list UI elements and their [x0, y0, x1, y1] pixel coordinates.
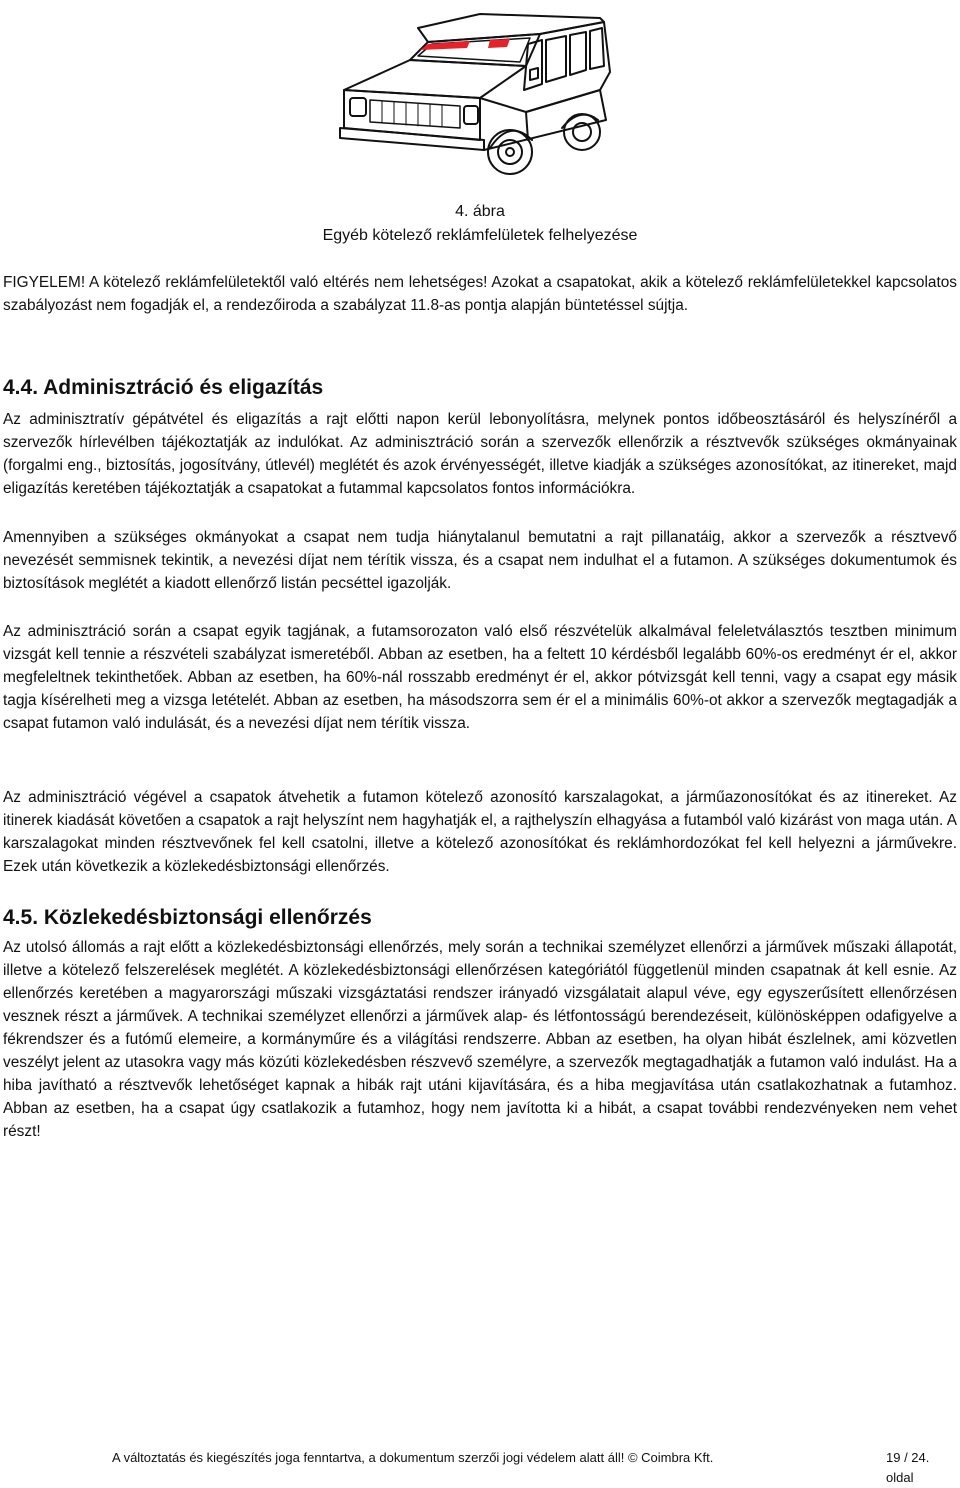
paragraph-4-4-4: Az adminisztráció végével a csapatok átvehetik a futamon kötelező azonosító karszalagokat, a járműazonosítókat és az itinereket. Az itinerek kiadását követően a csapatok a rajt helyszínt nem hagyhatják el, a rajthelyszín elhagyása a futamból való kizárást von maga után. A karszalagokat minden résztvevőnek fel kell csatolni, illetve a kötelező azonosítókat és reklámhordozókat fel kell helyezni a járművekre. Ezek után következik a közlekedésbiztonsági ellenőrzés.: [3, 789, 957, 875]
suv-car-illustration: [300, 0, 620, 185]
warning-paragraph: FIGYELEM! A kötelező reklámfelületektől való eltérés nem lehetséges! Azokat a csapatokat, akik a kötelező reklámfelületekkel kapcsolatos szabályozást nem fogadják el, a rendezőiroda a szabályzat 11.8-as pontja alapján büntetéssel sújtja.: [3, 274, 957, 314]
figure-number: 4. ábra: [455, 203, 505, 220]
paragraph-4-4-2: Amennyiben a szükséges okmányokat a csapat nem tudja hiánytalanul bemutatni a rajt pillanatáig, akkor a szervezők a résztvevő nevezését semmisnek tekintik, a nevezési díjat nem térítik vissza, és a csapat nem indulhat el a futamon. A szükséges dokumentumok és biztosítások meglétét a kiadott ellenőrző listán pecséttel igazolják.: [3, 529, 957, 592]
footer-copyright: A változtatás és kiegészítés joga fenntartva, a dokumentum szerzői jogi védelem alatt áll! © Coimbra Kft.: [112, 1450, 714, 1465]
section-heading-4-4: 4.4. Adminisztráció és eligazítás: [3, 376, 324, 399]
paragraph-4-4-1: Az adminisztratív gépátvétel és eligazítás a rajt előtti napon kerül lebonyolításra, melynek pontos időbeosztásáról és helyszínéről a szervezők hírlevélben tájékoztatják az indulókat. Az adminisztráció során a szervezők ellenőrzik a résztvevők szükséges okmányainak (forgalmi eng., biztosítás, jogosítvány, útlevél) meglétét és azok érvényességét, illetve kiadják a szükséges azonosítókat, az itinereket, majd eligazítás keretében tájékoztatják a csapatokat a futammal kapcsolatos fontos információkra.: [3, 411, 957, 497]
section-heading-4-5: 4.5. Közlekedésbiztonsági ellenőrzés: [3, 906, 372, 929]
figure-caption: Egyéb kötelező reklámfelületek felhelyezése: [322, 227, 638, 244]
footer-page-number: 19 / 24. oldal: [886, 1450, 930, 1485]
paragraph-4-5-1: Az utolsó állomás a rajt előtt a közlekedésbiztonsági ellenőrzés, mely során a technikai személyzet ellenőrzi a járművek műszaki állapotát, illetve a kötelező felszerelések meglétét. A közlekedésbiztonsági ellenőrzésen kategóriától függetlenül minden csapatnak át kell esnie. Az ellenőrzés keretében a magyarországi műszaki vizsgáztatási rendszer irányadó vizsgálatait alapul véve, egy egyszerűsített ellenőrzésen vesznek részt a járművek. A technikai személyzet ellenőrzi a járművek alap- és létfontosságú berendezéseit, különösképpen odafigyelve a fékrendszer és a futómű elemeire, a kormányműre és a világítási rendszerre. Abban az esetben, ha olyan hibát észlelnek, ami közvetlen veszélyt jelent az utasokra vagy más közúti közlekedésben részvevő személyre, a szervezők megtagadhatják a futamon való indulást. Ha a hiba javítható a résztvevők lehetőséget kapnak a hibák rajt utáni kijavítására, és a hiba megjavítása után csatlakozhatnak a futamhoz. Abban az esetben, ha a csapat úgy csatlakozik a futamhoz, hogy nem javította ki a hibát, a csapat további rendezvényeken nem vehet részt!: [3, 939, 957, 1140]
car-drawing-icon: [300, 0, 620, 185]
paragraph-4-4-3: Az adminisztráció során a csapat egyik tagjának, a futamsorozaton való első részvételük alkalmával feleletválasztós tesztben minimum vizsgát kell tennie a részvételi szabályzat ismeretéből. Abban az esetben, ha a feltett 10 kérdésből legalább 60%-os eredményt ér el, akkor megfeleltnek tekinthetőek. Abban az esetben, ha 60%-nál rosszabb eredményt ér el, akkor pótvizsgát kell tenni, vagy a csapat egy másik tagja kísérelheti meg a vizsga letételét. Abban az esetben, ha másodszorra sem ér el a minimális 60%-ot akkor a szervezők megtagadják a csapat futamon való indulását, és a nevezési díjat nem térítik vissza.: [3, 623, 957, 732]
